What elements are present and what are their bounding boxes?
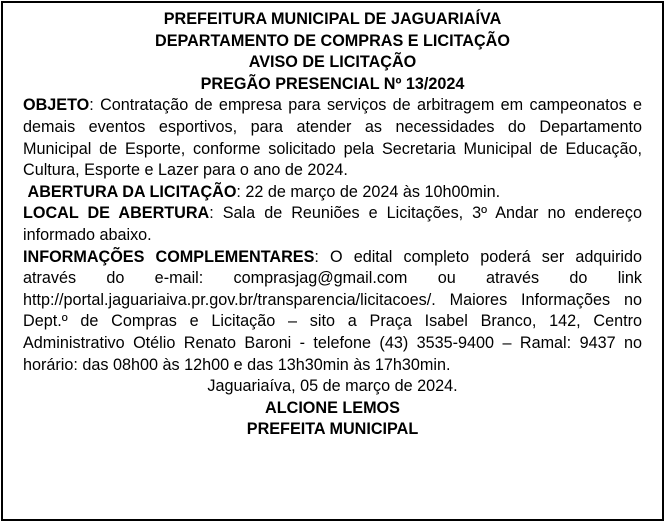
objeto-text: : Contratação de empresa para serviços de arbitragem em campeonatos e demais eventos esportivos, para atender as necessidades do Departamento Municipal de Esporte, conforme solicitado pela Secretaria Municipal de Educação, Cultura, Esporte e Lazer para o ano de 2024.: [23, 96, 642, 180]
local-text: : Sala de Reuniões e Licitações, 3º Andar no endereço informado abaixo.: [23, 204, 642, 244]
abertura-paragraph: [23, 182, 642, 204]
informacoes-label: INFORMAÇÕES COMPLEMENTARES: [23, 247, 315, 266]
local-label: LOCAL DE ABERTURA: [23, 204, 210, 223]
abertura-label: ABERTURA DA LICITAÇÃO: [27, 182, 237, 201]
objeto-label: OBJETO: [23, 96, 90, 115]
licitacao-notice: [1, 1, 664, 521]
footer-title: PREFEITA MUNICIPAL: [246, 420, 419, 439]
informacoes-paragraph: [23, 247, 642, 377]
header-prefeitura: PREFEITURA MUNICIPAL DE JAGUARIAÍVA: [163, 10, 502, 28]
local-paragraph: [23, 203, 642, 246]
objeto-paragraph: [23, 95, 642, 181]
footer-name: ALCIONE LEMOS: [265, 398, 400, 417]
header-pregao: PREGÃO PRESENCIAL Nº 13/2024: [200, 74, 465, 93]
header-departamento: DEPARTAMENTO DE COMPRAS E LICITAÇÃO: [155, 31, 510, 50]
informacoes-text: : O edital completo poderá ser adquirido através do e-mail: comprasjag@gmail.com ou através do link http://portal.jaguariaiva.pr.gov.br/transparencia/licitacoes/. Maiores Informações no Dept.º de Compras e Licitação – sito a Praça Isabel Branco, 142, Centro Administrativo Otélio Renato Baroni - telefone (43) 3535-9400 – Ramal: 9437 no horário: das 08h00 às 12h00 e das 13h30min às 17h30min.: [23, 247, 642, 374]
abertura-text: : 22 de março de 2024 às 10h00min.: [236, 182, 501, 201]
header-aviso: AVISO DE LICITAÇÃO: [248, 53, 417, 72]
footer-date: Jaguariaíva, 05 de março de 2024.: [207, 377, 458, 396]
